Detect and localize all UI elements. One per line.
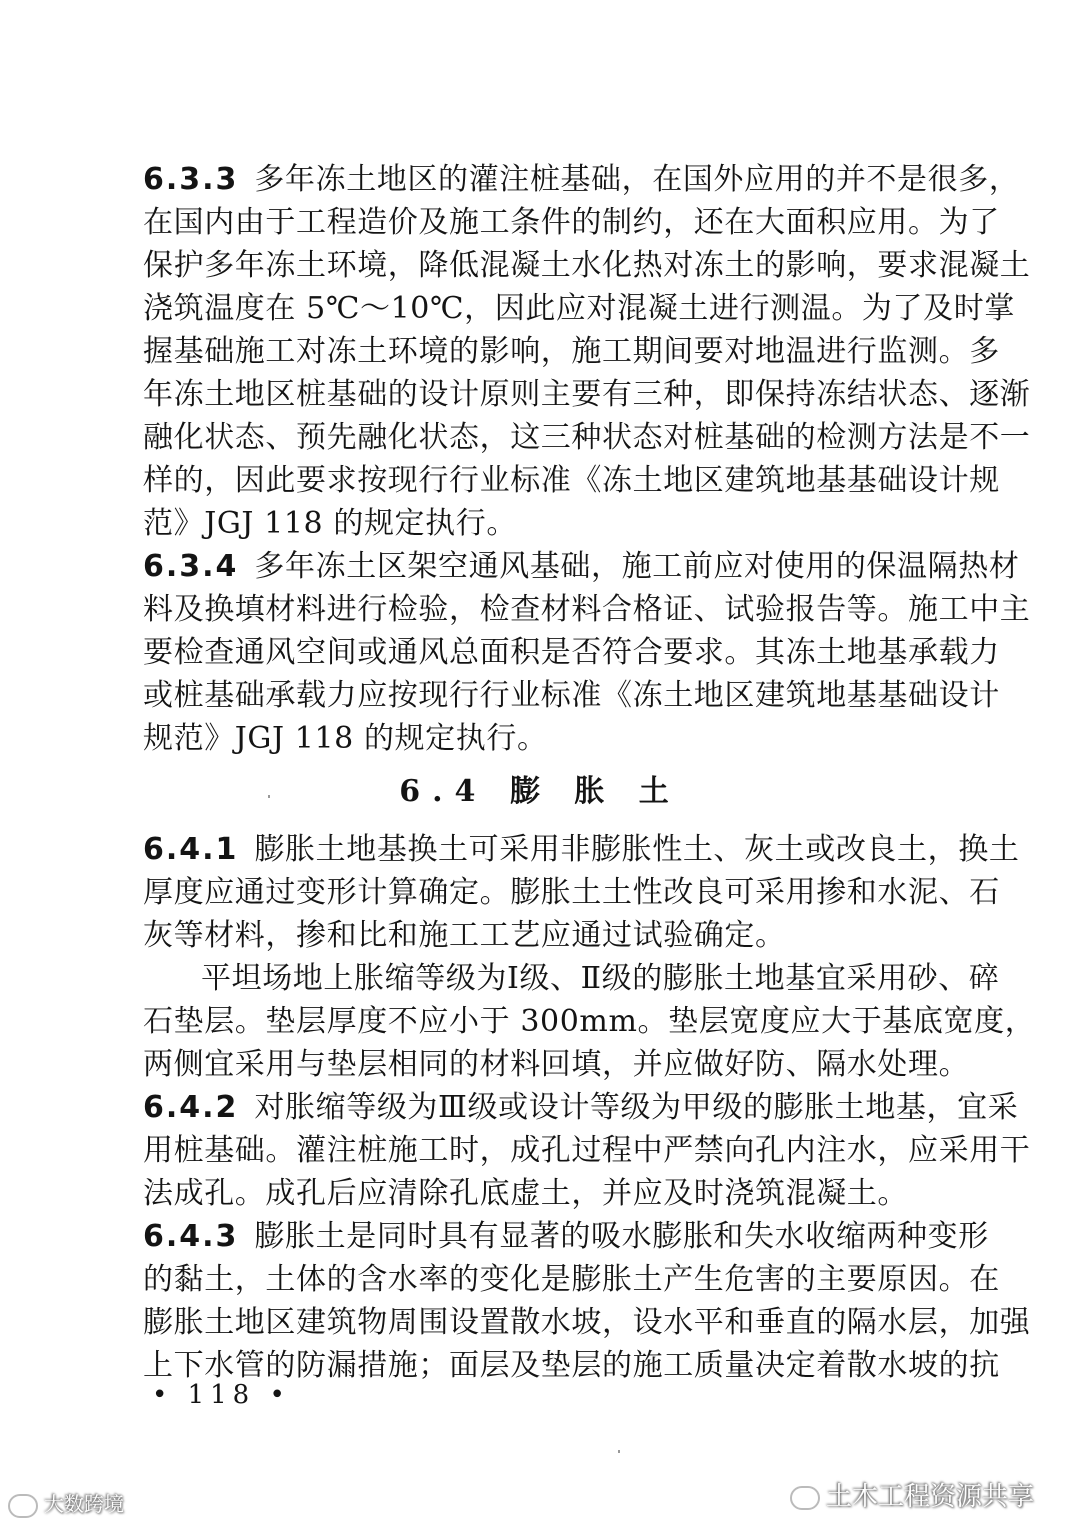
clause-number: 6.4.3 xyxy=(143,1219,239,1254)
heading-title: 膨 胀 土 xyxy=(509,774,681,809)
line-text: 规范》JGJ 118 的规定执行。 xyxy=(143,721,548,756)
line-text: 或桩基础承载力应按现行行业标准《冻土地区建筑地基基础设计 xyxy=(143,678,1000,713)
watermark-left-text: 大数跨境 xyxy=(44,1492,124,1516)
line-text: 多年冻土地区的灌注桩基础，在国外应用的并不是很多， xyxy=(254,162,1020,197)
paragraph-line xyxy=(143,502,943,545)
paragraph-line xyxy=(143,330,1000,373)
watermark-logo-icon xyxy=(8,1494,38,1518)
line-text: 浇筑温度在 5℃～10℃，因此应对混凝土进行测温。为了及时掌 xyxy=(143,291,1015,326)
paragraph-line xyxy=(143,828,1020,871)
text-block-6-3 xyxy=(143,158,1031,760)
line-text: 用桩基础。灌注桩施工时，成孔过程中严禁向孔内注水，应采用干 xyxy=(143,1133,1031,1168)
line-text: 石垫层。垫层厚度不应小于 300mm。垫层宽度应大于基底宽度， xyxy=(143,1004,1036,1039)
paragraph-line xyxy=(143,1301,1031,1344)
scan-speck xyxy=(268,795,270,798)
paragraph-line xyxy=(143,459,1000,502)
line-text: 融化状态、预先融化状态，这三种状态对桩基础的检测方法是不一 xyxy=(143,420,1031,455)
line-text: 膨胀土是同时具有显著的吸水膨胀和失水收缩两种变形 xyxy=(254,1219,989,1254)
text-block-6-4 xyxy=(143,828,1036,1387)
paragraph-line xyxy=(143,1129,1031,1172)
line-text: 样的，因此要求按现行行业标准《冻土地区建筑地基基础设计规 xyxy=(143,463,1000,498)
line-text: 膨胀土地基换土可采用非膨胀性土、灰土或改良土，换土 xyxy=(254,832,1020,867)
wechat-icon xyxy=(790,1486,820,1510)
line-text: 对胀缩等级为Ⅲ级或设计等级为甲级的膨胀土地基，宜采 xyxy=(254,1090,1019,1125)
paragraph-line xyxy=(143,588,1031,631)
line-text: 法成孔。成孔后应清除孔底虚土，并应及时浇筑混凝土。 xyxy=(143,1176,908,1211)
watermark-left xyxy=(8,1488,124,1518)
line-text: 要检查通风空间或通风总面积是否符合要求。其冻土地基承载力 xyxy=(143,635,1000,670)
paragraph-line xyxy=(143,1215,989,1258)
paragraph-line xyxy=(143,631,1000,674)
line-text: 多年冻土区架空通风基础，施工前应对使用的保温隔热材 xyxy=(254,549,1020,584)
paragraph-line xyxy=(143,957,1000,1000)
watermark-right-text: 土木工程资源共享 xyxy=(826,1482,1035,1512)
clause-number: 6.4.2 xyxy=(143,1090,239,1125)
paragraph-line xyxy=(143,1000,1036,1043)
line-text: 厚度应通过变形计算确定。膨胀土土性改良可采用掺和水泥、石 xyxy=(143,875,1000,910)
line-text: 灰等材料，掺和比和施工工艺应通过试验确定。 xyxy=(143,918,786,953)
paragraph-line xyxy=(143,1086,1019,1129)
clause-number: 6.3.4 xyxy=(143,549,239,584)
paragraph-line xyxy=(143,1258,1000,1301)
clause-number: 6.4.1 xyxy=(143,832,239,867)
paragraph-line xyxy=(143,416,1031,459)
section-heading-6-4 xyxy=(0,766,1080,810)
paragraph-line xyxy=(143,1172,943,1215)
paragraph-line xyxy=(143,914,943,957)
line-text: 膨胀土地区建筑物周围设置散水坡，设水平和垂直的隔水层，加强 xyxy=(143,1305,1031,1340)
line-text: 握基础施工对冻土环境的影响，施工期间要对地温进行监测。多 xyxy=(143,334,1000,369)
line-text: 的黏土，土体的含水率的变化是膨胀土产生危害的主要原因。在 xyxy=(143,1262,1000,1297)
paragraph-line xyxy=(143,244,1031,287)
line-text: 料及换填材料进行检验，检查材料合格证、试验报告等。施工中主 xyxy=(143,592,1031,627)
watermark-right xyxy=(790,1476,1034,1513)
line-text: 在国内由于工程造价及施工条件的制约，还在大面积应用。为了 xyxy=(143,205,1000,240)
paragraph-line xyxy=(143,1043,970,1086)
paragraph-line xyxy=(143,201,1000,244)
paragraph-line xyxy=(143,717,943,760)
paragraph-line xyxy=(143,545,1020,588)
heading-number: 6.4 xyxy=(399,774,488,809)
line-text: 上下水管的防漏措施；面层及垫层的施工质量决定着散水坡的抗 xyxy=(143,1348,1000,1383)
line-text: 范》JGJ 118 的规定执行。 xyxy=(143,506,517,541)
scan-speck xyxy=(618,1450,620,1453)
page-number: • 118 • xyxy=(152,1380,291,1410)
line-text: 两侧宜采用与垫层相同的材料回填，并应做好防、隔水处理。 xyxy=(143,1047,970,1082)
paragraph-line xyxy=(143,373,1031,416)
line-text: 平坦场地上胀缩等级为Ⅰ级、Ⅱ级的膨胀土地基宜采用砂、碎 xyxy=(201,961,1000,996)
paragraph-line xyxy=(143,158,1020,201)
clause-number: 6.3.3 xyxy=(143,162,239,197)
paragraph-line xyxy=(143,871,1000,914)
line-text: 年冻土地区桩基础的设计原则主要有三种，即保持冻结状态、逐渐 xyxy=(143,377,1031,412)
paragraph-line xyxy=(143,287,1015,330)
paragraph-line xyxy=(143,674,1000,717)
line-text: 保护多年冻土环境，降低混凝土水化热对冻土的影响，要求混凝土 xyxy=(143,248,1031,283)
